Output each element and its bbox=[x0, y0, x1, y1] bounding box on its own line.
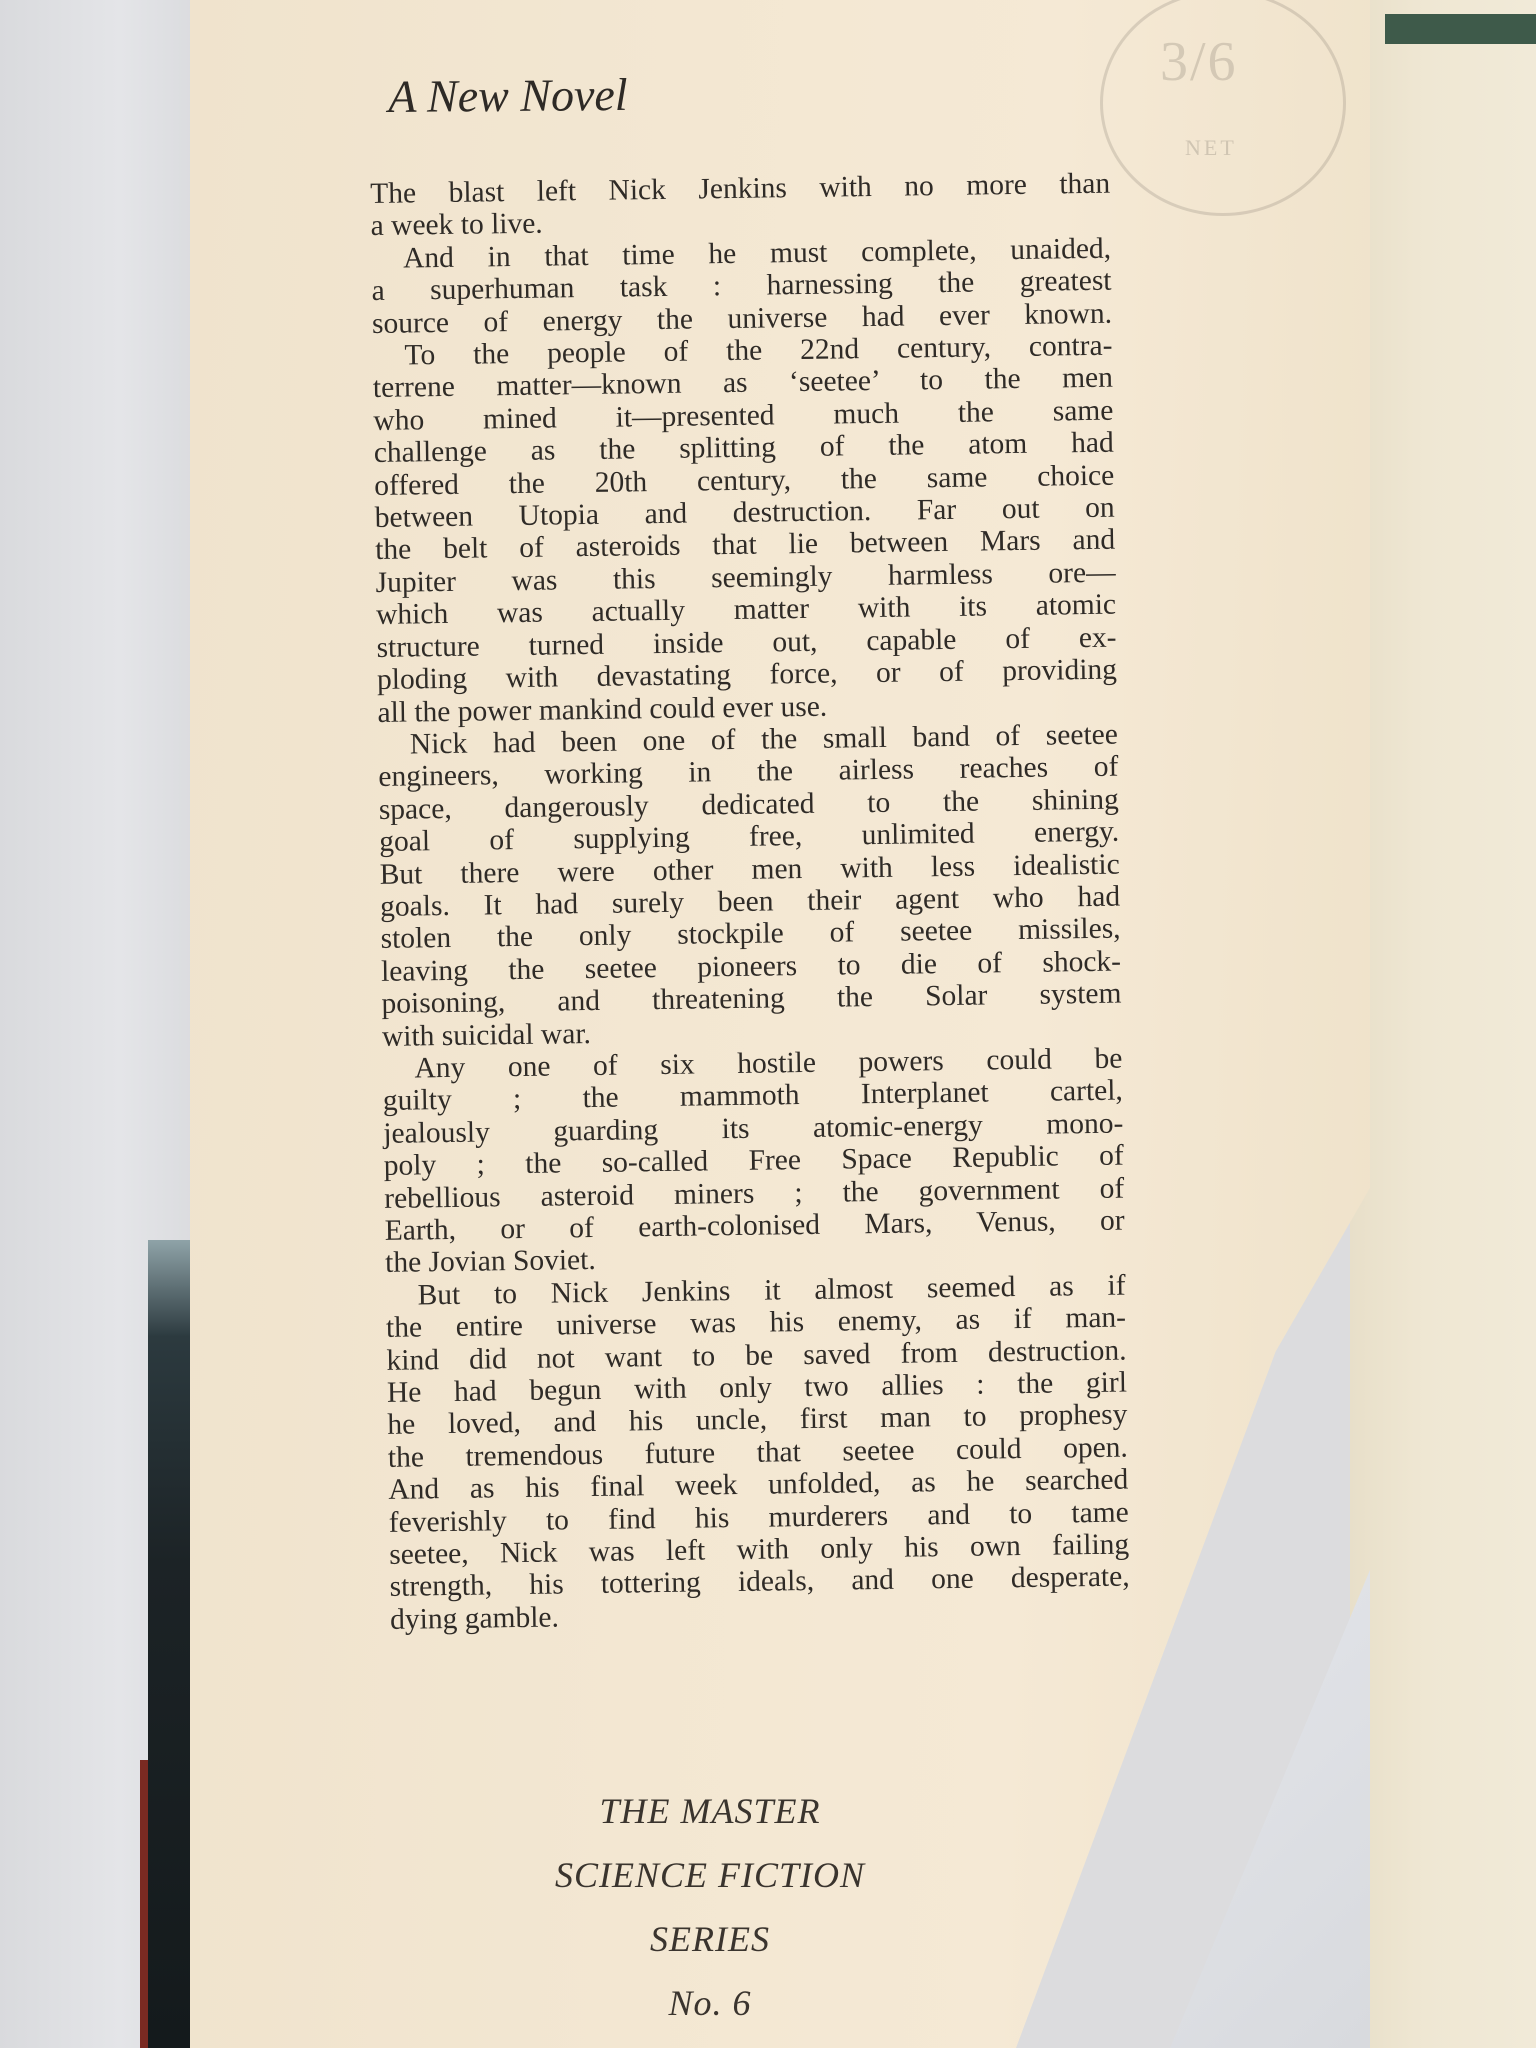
blurb-line: the entire universe was his enemy, as if man- bbox=[385, 1301, 1127, 1345]
stamp-net: NET bbox=[1185, 135, 1237, 160]
blurb-line: challenge as the splitting of the atom had bbox=[373, 426, 1114, 470]
series-line-1: THE MASTER bbox=[599, 1791, 821, 1831]
blurb-line: he loved, and his uncle, first man to prophesy bbox=[387, 1398, 1128, 1442]
blurb-line: goals. It had surely been their agent who had bbox=[379, 880, 1121, 923]
blurb-line: source of energy the universe had ever known. bbox=[371, 297, 1113, 340]
blurb-line: leaving the seetee pioneers to die of shock- bbox=[380, 945, 1122, 988]
blurb-line: jealously guarding its atomic-energy mono- bbox=[383, 1107, 1124, 1150]
series-line-3: SERIES bbox=[650, 1919, 770, 1959]
series-line-2: SCIENCE FICTION bbox=[554, 1855, 865, 1895]
book-board-stripe bbox=[1385, 14, 1536, 44]
blurb-line: the tremendous future that seetee could open. bbox=[387, 1431, 1129, 1474]
blurb-line: ploding with devastating force, or of providing bbox=[376, 653, 1118, 697]
blurb-line: between Utopia and destruction. Far out on bbox=[374, 491, 1115, 535]
blurb-line: space, dangerously dedicated to the shining bbox=[378, 783, 1119, 826]
blurb-line: a superhuman task : harnessing the greatest bbox=[371, 264, 1112, 308]
blurb-line: rebellious asteroid miners ; the government of bbox=[384, 1172, 1125, 1215]
blurb-line: He had begun with only two allies : the girl bbox=[386, 1366, 1128, 1409]
blurb-line: seetee, Nick was left with only his own failing bbox=[389, 1528, 1130, 1571]
blurb-line: The blast left Nick Jenkins with no more than bbox=[370, 167, 1111, 210]
blurb-line: all the power mankind could ever use. bbox=[377, 690, 828, 729]
blurb-line: stolen the only stockpile of seetee missiles, bbox=[380, 912, 1121, 956]
blurb-line: dying gamble. bbox=[389, 1601, 560, 1636]
blurb-line: which was actually matter with its atomic bbox=[375, 588, 1117, 632]
blurb-line: strength, his tottering ideals, and one desperate, bbox=[389, 1561, 1130, 1604]
blurb-line: But to Nick Jenkins it almost seemed as if bbox=[417, 1269, 1126, 1312]
blurb-line: But there were other men with less idealistic bbox=[379, 848, 1120, 891]
blurb-line: structure turned inside out, capable of ex- bbox=[376, 621, 1117, 664]
blurb-line: goal of supplying free, unlimited energy. bbox=[379, 815, 1120, 859]
book-board bbox=[1350, 0, 1536, 2048]
blurb-line: the belt of asteroids that lie between Mars and bbox=[374, 524, 1116, 567]
blurb-line: who mined it—presented much the same bbox=[373, 394, 1114, 437]
blurb-line: a week to live. bbox=[370, 208, 543, 243]
blurb-line: And in that time he must complete, unaided, bbox=[402, 232, 1112, 275]
blurb-line: Earth, or of earth-colonised Mars, Venus, or bbox=[384, 1204, 1125, 1247]
blurb-line: To the people of the 22nd century, contra- bbox=[404, 329, 1113, 372]
blurb-line: poisoning, and threatening the Solar system bbox=[381, 977, 1122, 1021]
background-corner bbox=[1170, 1570, 1370, 2048]
blurb-line: the Jovian Soviet. bbox=[384, 1244, 596, 1280]
blurb-line: engineers, working in the airless reaches of bbox=[378, 750, 1119, 794]
blurb-line: terrene matter—known as ‘seetee’ to the men bbox=[372, 362, 1114, 405]
blurb-line: Any one of six hostile powers could be bbox=[414, 1042, 1123, 1085]
stamp-price: 3/6 bbox=[1160, 31, 1238, 93]
blurb-line: Jupiter was this seemingly harmless ore— bbox=[375, 556, 1116, 599]
blurb-line: guilty ; the mammoth Interplanet cartel, bbox=[382, 1074, 1124, 1118]
series-number: No. 6 bbox=[668, 1983, 752, 2023]
blurb-line: with suicidal war. bbox=[381, 1017, 592, 1053]
blurb-line: Nick had been one of the small band of seetee bbox=[409, 718, 1119, 761]
blurb-line: And as his final week unfolded, as he searched bbox=[388, 1463, 1129, 1507]
blurb-line: feverishly to find his murderers and to tame bbox=[388, 1496, 1129, 1539]
book-spine bbox=[148, 1240, 196, 2048]
blurb-text bbox=[370, 168, 1130, 1636]
blurb-line: kind did not want to be saved from destruction. bbox=[386, 1334, 1127, 1377]
blurb-line: poly ; the so-called Free Space Republic of bbox=[383, 1139, 1124, 1183]
page-title: A New Novel bbox=[388, 68, 628, 122]
blurb-line: offered the 20th century, the same choice bbox=[374, 459, 1115, 502]
